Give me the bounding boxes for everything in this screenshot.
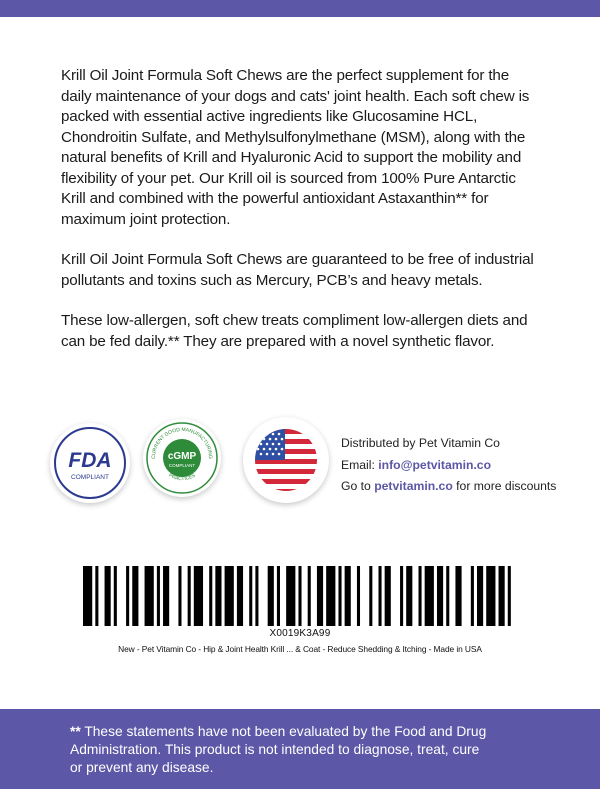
distributor-line: Distributed by Pet Vitamin Co [341, 436, 500, 450]
goto-suffix: for more discounts [452, 479, 557, 493]
description-text [61, 66, 541, 372]
fda-compliant-badge [50, 423, 130, 503]
disclaimer-body: These statements have not been evaluated by the Food and Drug Administration. This product is not intended to diagnose, treat, cure or prevent any disease. [70, 724, 487, 776]
paragraph-allergen: These low-allergen, soft chew treats compliment low-allergen diets and can be fed daily.** They are prepared with a novel synthetic flavor. [61, 312, 528, 350]
fda-badge-sub: COMPLIANT [71, 474, 109, 481]
distributor-info [341, 433, 581, 498]
badge-row [0, 417, 600, 527]
email-label: Email: [341, 457, 379, 472]
barcode-icon [83, 566, 517, 626]
cgmp-badge-label: cGMP [167, 451, 197, 462]
cgmp-ring-bottom: PRACTICES [167, 472, 197, 483]
cgmp-ring-top: CURRENT GOOD MANUFACTURING [150, 426, 214, 459]
usa-flag-badge [243, 417, 329, 503]
fda-badge-label: FDA [68, 449, 112, 472]
goto-prefix: Go to [341, 479, 375, 493]
cgmp-badge-icon [143, 419, 221, 497]
website-line [341, 476, 581, 498]
disclaimer-text [70, 723, 490, 778]
cgmp-compliant-badge [143, 419, 221, 497]
email-line [341, 455, 581, 477]
paragraph-intro: Krill Oil Joint Formula Soft Chews are the perfect supplement for the daily maintenance of your dogs and cats' joint health. Each soft chew is packed with essential active ingredients like Glucosamine HCL, Chondroitin Sulfate, and Methylsulfonylmethane (MSM), along with the natural benefits of Krill and Hyaluronic Acid to support the mobility and flexibility of your pet. Our Krill oil is sourced from 100% Pure Antarctic Krill and combined with the powerful antioxidant Astaxanthin** for maximum joint protection. [61, 67, 530, 228]
barcode-code: X0019K3A99 [269, 628, 331, 639]
barcode-block [83, 566, 517, 666]
website-link[interactable]: petvitamin.co [374, 479, 453, 493]
cgmp-badge-sub: COMPLIANT [168, 463, 196, 468]
email-link[interactable]: info@petvitamin.co [378, 457, 492, 472]
top-band [0, 0, 600, 17]
disclaimer-stars: ** [70, 724, 81, 739]
footer-band [0, 709, 600, 789]
barcode-description: New - Pet Vitamin Co - Hip & Joint Health Krill ... & Coat - Reduce Shedding & Itching - Made in USA [118, 644, 482, 654]
paragraph-purity: Krill Oil Joint Formula Soft Chews are guaranteed to be free of industrial pollutants and toxins such as Mercury, PCB’s and heavy metals. [61, 251, 534, 289]
fda-badge-icon [50, 423, 130, 503]
usa-flag-icon [243, 417, 329, 503]
